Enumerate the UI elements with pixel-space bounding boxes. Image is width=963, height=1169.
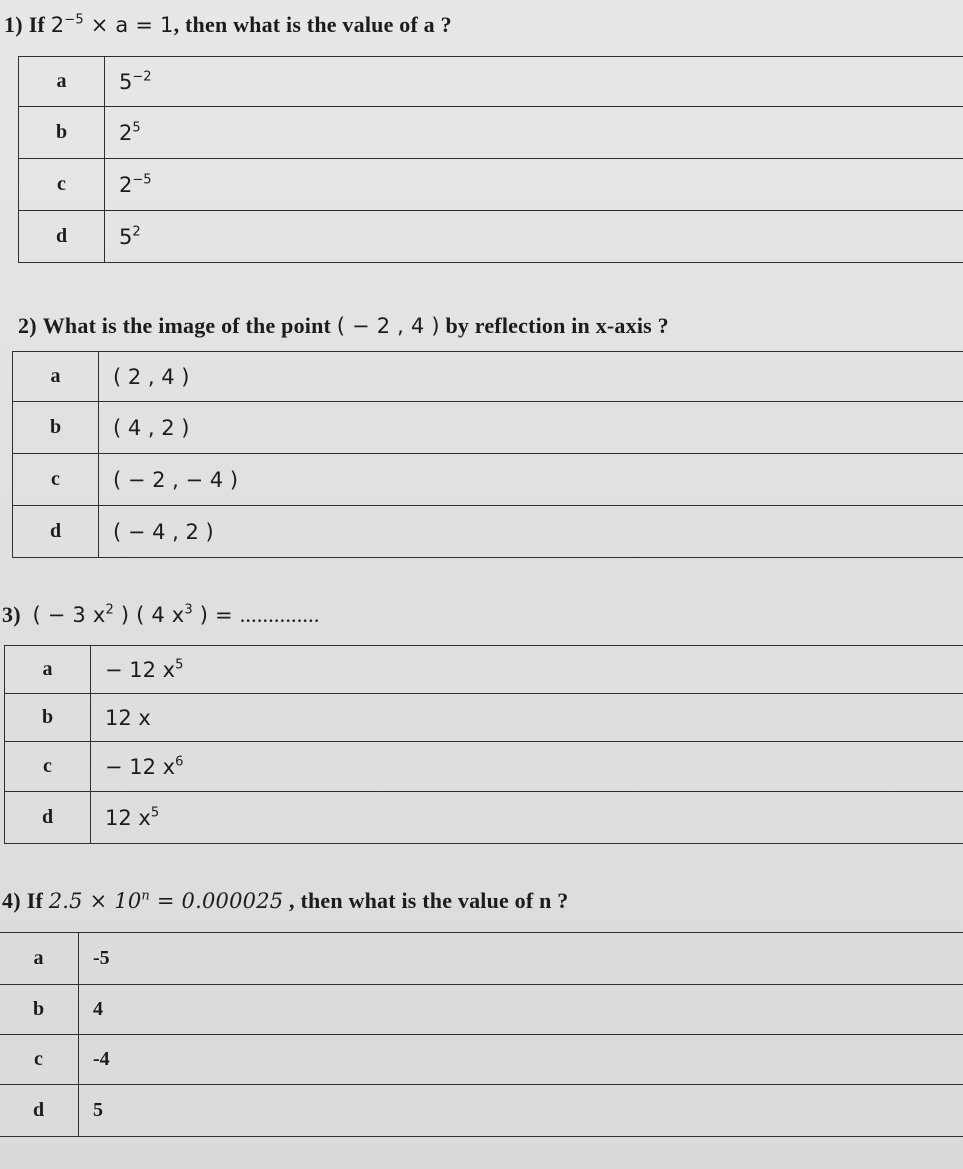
- question-math: $2^{-5} \times a = 1$: [50, 12, 174, 37]
- option-c[interactable]: [5, 742, 963, 792]
- option-letter: c: [19, 159, 105, 211]
- question-text: If: [28, 12, 46, 37]
- option-value: $2^{-5}$: [105, 159, 963, 211]
- question-text-end: , then what is the value of n ?: [283, 888, 569, 913]
- question-text: If: [26, 888, 44, 913]
- option-value: $2^5$: [105, 107, 963, 159]
- option-letter: b: [0, 985, 79, 1035]
- option-d[interactable]: [5, 792, 963, 844]
- option-d[interactable]: [19, 211, 963, 263]
- option-b[interactable]: [19, 107, 963, 159]
- option-letter: a: [19, 57, 105, 107]
- question-number: 2): [18, 313, 37, 338]
- question-4: [2, 888, 568, 914]
- option-d[interactable]: [0, 1085, 963, 1137]
- option-value: ( 4 , 2 ): [99, 402, 963, 454]
- option-letter: d: [0, 1085, 79, 1137]
- option-b[interactable]: [0, 985, 963, 1035]
- option-value: 12 x: [91, 694, 963, 742]
- option-value: − 12 $x^6$: [91, 742, 963, 792]
- option-value: -5: [79, 933, 963, 985]
- question-text: What is the image of the point: [42, 313, 332, 338]
- options-table-3: [4, 645, 963, 844]
- option-letter: a: [13, 352, 99, 402]
- question-math: ( − 3 $x^2$ ) ( 4 $x^3$ ) =: [32, 602, 240, 627]
- option-a[interactable]: [19, 57, 963, 107]
- options-table-2: [12, 351, 963, 558]
- question-number: 1): [4, 12, 23, 37]
- option-a[interactable]: [0, 933, 963, 985]
- question-math: ( − 2 , 4 ): [336, 314, 440, 338]
- question-text-end: by reflection in x-axis ?: [445, 313, 669, 338]
- question-math: $2.5 \times 10^n = 0.000025$: [48, 888, 284, 913]
- option-c[interactable]: [13, 454, 963, 506]
- option-a[interactable]: [13, 352, 963, 402]
- option-value: 5: [79, 1085, 963, 1137]
- option-value: ( − 4 , 2 ): [99, 506, 963, 558]
- option-value: 4: [79, 985, 963, 1035]
- option-value: $5^2$: [105, 211, 963, 263]
- option-b[interactable]: [13, 402, 963, 454]
- option-b[interactable]: [5, 694, 963, 742]
- option-value: − 12 $x^5$: [91, 646, 963, 694]
- option-value: 12 $x^5$: [91, 792, 963, 844]
- option-letter: c: [13, 454, 99, 506]
- option-a[interactable]: [5, 646, 963, 694]
- options-table-1: [18, 56, 963, 263]
- option-letter: d: [5, 792, 91, 844]
- option-letter: c: [0, 1035, 79, 1085]
- question-2: [18, 313, 669, 339]
- option-value: ( − 2 , − 4 ): [99, 454, 963, 506]
- answer-blank: ..............: [239, 602, 320, 627]
- question-3: [2, 602, 320, 628]
- option-c[interactable]: [0, 1035, 963, 1085]
- question-number: 3): [2, 602, 21, 627]
- option-c[interactable]: [19, 159, 963, 211]
- option-value: $5^{-2}$: [105, 57, 963, 107]
- option-d[interactable]: [13, 506, 963, 558]
- options-table-4: [0, 932, 963, 1137]
- option-letter: b: [5, 694, 91, 742]
- option-value: ( 2 , 4 ): [99, 352, 963, 402]
- question-text-end: , then what is the value of a ?: [173, 12, 452, 37]
- option-letter: d: [13, 506, 99, 558]
- question-number: 4): [2, 888, 21, 913]
- option-letter: b: [19, 107, 105, 159]
- option-letter: a: [0, 933, 79, 985]
- option-value: -4: [79, 1035, 963, 1085]
- option-letter: a: [5, 646, 91, 694]
- option-letter: d: [19, 211, 105, 263]
- option-letter: b: [13, 402, 99, 454]
- question-1: [4, 12, 452, 38]
- option-letter: c: [5, 742, 91, 792]
